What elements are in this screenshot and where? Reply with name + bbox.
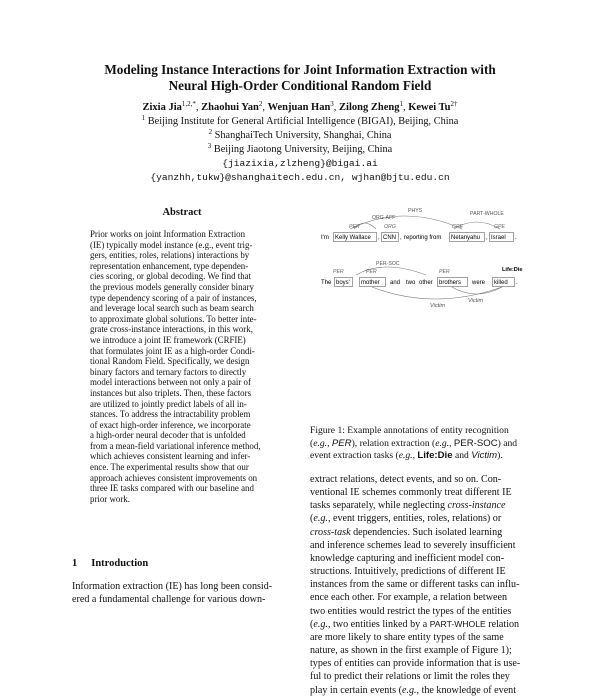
caption-code-per-soc: PER-SOC: [453, 437, 498, 449]
period: .: [515, 235, 517, 241]
sentence-2-word: other: [419, 280, 433, 286]
caption-text: ,: [327, 437, 332, 449]
body-line: [310, 512, 536, 525]
event-type-life-die: Life:Die: [502, 267, 523, 273]
period: .: [516, 280, 518, 286]
caption-text: ).: [497, 450, 503, 462]
section-title: Introduction: [91, 558, 149, 569]
body-italic: cross-task: [310, 526, 351, 538]
affiliation-2: [40, 129, 560, 143]
entity-type-per: PER: [333, 269, 344, 275]
abstract-line: (IE) typically model instance (e.g., event trig-: [90, 239, 253, 250]
abstract-line: type dependency scoring of a pair of instances,: [90, 292, 257, 303]
email-line-1: {jiazixia,zlzheng}@bigai.ai: [222, 158, 378, 169]
abstract-line: gers, entities, roles, relations) interactions by: [90, 250, 250, 261]
body-line: [310, 618, 536, 631]
body-line: ence each other. For example, a relation between: [310, 592, 508, 604]
body-line: nature, as shown in the first example of Figure 1);: [310, 645, 512, 657]
abstract-line: Prior works on joint Information Extraction: [90, 229, 246, 239]
comma: ,: [400, 235, 402, 241]
sentence-2-word: were: [472, 280, 486, 286]
abstract-line: three IE tasks compared with our baseline and: [90, 483, 254, 494]
email-line-2: {yanzhh,tukw}@shanghaitech.edu.cn, wjhan@bjtu.edu.cn: [150, 172, 450, 183]
figure-1-caption: [310, 425, 534, 463]
body-text: (: [310, 618, 314, 630]
affiliation-num: 3: [207, 142, 212, 150]
author-sup: 2: [258, 100, 263, 108]
abstract-line: the previous models generally consider binary: [90, 281, 254, 292]
arc-phys: [350, 216, 462, 229]
label-victim: Victim: [468, 298, 484, 304]
figure-1-annotations: [304, 203, 544, 315]
abstract-body: [90, 229, 276, 504]
abstract-line: prior work.: [90, 493, 130, 504]
affiliation-text: ShanghaiTech University, Shanghai, China: [214, 130, 392, 141]
entity-type-per: PER: [366, 269, 377, 275]
abstract-line: which achieves consistent learning and infer-: [90, 451, 251, 462]
section-heading: [72, 558, 162, 569]
caption-line: [310, 438, 534, 451]
body-text: , two entities linked by a: [327, 618, 430, 630]
abstract-line: from a mean-field variational inference method,: [90, 440, 261, 451]
section-number: 1: [72, 558, 78, 569]
entity-type-per: PER: [439, 269, 450, 275]
abstract-heading: Abstract: [162, 207, 202, 218]
label-part-whole: PART-WHOLE: [470, 211, 504, 217]
body-line: structions. Intuitively, predictions of different IE: [310, 566, 506, 578]
body-italic: e.g.: [313, 618, 328, 630]
affiliation-3: [40, 143, 560, 157]
entity-mother: mother: [361, 280, 380, 286]
title-line-1: Modeling Instance Interactions for Joint Information Extraction with: [104, 62, 496, 77]
body-line: types of entities can provide information that is use-: [310, 658, 521, 670]
abstract-line: representation enhancement, type dependen-: [90, 260, 249, 271]
abstract-line: model interactions between not only a pair of: [90, 377, 251, 388]
abstract-line: tional Random Field. Specifically, we design: [90, 356, 250, 367]
sentence-2-word: two: [406, 280, 416, 286]
author-name: Zilong Zheng: [339, 102, 400, 113]
comma: ,: [486, 235, 488, 241]
caption-code-victim: Victim: [471, 450, 498, 462]
intro-line: Information extraction (IE) has long been consid-: [72, 581, 273, 592]
abstract-line: are utilized to jointly predict labels of all in-: [90, 398, 247, 409]
body-code-part-whole: PART-WHOLE: [429, 618, 486, 629]
caption-line: [310, 450, 534, 463]
label-victim: Victim: [430, 303, 446, 309]
entity-kelly-wallace: Kelly Wallace: [335, 235, 371, 241]
abstract-line: ence. The experimental results show that our: [90, 462, 249, 473]
caption-text: (: [310, 437, 314, 449]
entity-brothers: brothers: [439, 280, 462, 286]
affiliation-num: 2: [208, 128, 213, 136]
author-sup: 2†: [450, 100, 458, 108]
intro-body: [72, 580, 298, 606]
author-name: Zhaohui Yan: [201, 102, 259, 113]
label-per-soc: PER-SOC: [376, 261, 400, 267]
caption-text: ), relation extraction (: [351, 437, 436, 449]
body-text: play in certain events (: [310, 684, 402, 696]
caption-text: event extraction tasks (: [310, 450, 399, 462]
body-line: extract relations, detect events, and so on. Con-: [310, 474, 502, 485]
author-sup: 3: [330, 100, 334, 108]
entity-cnn: CNN: [383, 235, 396, 241]
entity-netanyahu: Netanyahu: [451, 235, 481, 241]
body-line: [310, 526, 536, 539]
entity-type-gpe: GPE: [452, 224, 463, 230]
author-list: Zixia Jia$^{1,2,*}$, Zhaohui Yan$^2$, Wenjuan Han$^3$, Zilong Zheng$^1$, Kewei $Tu^{2\dagger}$: [142, 100, 458, 113]
sentence-1-word: I'm: [321, 235, 329, 241]
body-italic: e.g.: [401, 684, 417, 696]
body-text: , event triggers, entities, roles, relations) or: [327, 513, 502, 525]
caption-text: and: [452, 450, 472, 462]
sentence-2-word: The: [321, 280, 332, 286]
affiliation-1: [40, 115, 560, 129]
abstract-line: of exact high-order inference, we incorporate: [90, 419, 251, 430]
sentence-2-word: and: [390, 280, 401, 286]
abstract-line: a high-order neural decoder that is unfolded: [90, 430, 246, 441]
comma: ,: [378, 235, 380, 241]
caption-eg: e.g.: [398, 450, 413, 462]
abstract-line: to approximate global solutions. To better inte-: [90, 313, 257, 324]
title-line-2: Neural High-Order Conditional Random Field: [168, 78, 432, 93]
body-text: tasks separately, while neglecting: [310, 500, 448, 512]
affiliation-num: 1: [141, 114, 146, 122]
abstract-line: stances. To address the intractability problem: [90, 409, 251, 420]
author-sup: 1: [399, 100, 403, 108]
body-line: knowledge capturing and inefficient model con-: [310, 552, 505, 564]
affiliation-text: Beijing Jiaotong University, Beijing, China: [213, 144, 393, 155]
caption-line: Figure 1: Example annotations of entity recognition: [310, 425, 509, 436]
abstract-line: that formulates joint IE as a high-order Condi-: [90, 345, 255, 356]
caption-text: ) and: [497, 437, 518, 449]
right-column-body: [310, 473, 536, 697]
trigger-killed: killed: [494, 280, 508, 286]
author-name: Zixia Jia: [142, 102, 182, 113]
abstract-line: instances but also triplets. Then, these factors: [90, 387, 252, 398]
arc-victim-2: [452, 287, 502, 294]
body-line: [310, 499, 536, 512]
body-line: instances from the same or different tasks can influ-: [310, 579, 520, 591]
entity-boys: boys': [336, 280, 350, 286]
body-text: , the knowledge of event: [416, 684, 517, 696]
body-text: dependencies. Such isolated learning: [350, 526, 503, 538]
caption-code-life-die: Life:Die: [417, 450, 453, 462]
abstract-line: binary factors and ternary factors to directly: [90, 366, 247, 377]
body-italic: e.g.: [313, 513, 328, 525]
body-line: ventional IE schemes commonly treat different IE: [310, 487, 512, 499]
paper-title: [40, 62, 560, 94]
abstract-line: and leverage local search such as beam search: [90, 303, 254, 314]
label-org-aff: ORG-AFF: [372, 215, 396, 221]
affiliation-text: Beijing Institute for General Artificial Intelligence (BIGAI), Beijing, China: [147, 116, 459, 127]
body-line: ful to predict their relations or limit the roles they: [310, 671, 510, 683]
entity-type-per: PER: [349, 224, 360, 230]
body-line: and inference schemes lead to severely insufficient: [310, 539, 516, 551]
author-block: [40, 101, 560, 185]
abstract-line: cies scoring, or global decoding. We find that: [90, 271, 252, 282]
abstract-line: approach achieves consistent improvements on: [90, 472, 258, 483]
caption-text: ,: [412, 450, 418, 462]
body-text: relation: [485, 618, 520, 630]
caption-code-per: PER: [331, 437, 352, 449]
author-name: Kewei Tu: [408, 102, 451, 113]
caption-text: ,: [449, 437, 454, 449]
body-text: (: [310, 513, 314, 525]
caption-eg: e.g.: [313, 437, 328, 449]
caption-eg: e.g.: [435, 437, 450, 449]
abstract-line: we introduce a joint IE framework (CRFIE): [90, 334, 246, 345]
body-line: two entities would restrict the types of the entities: [310, 605, 512, 617]
label-phys: PHYS: [408, 208, 423, 214]
entity-israel: Israel: [491, 235, 506, 241]
entity-type-gpe: GPE: [494, 224, 505, 230]
abstract-line: grate cross-instance interactions, in this work,: [90, 324, 253, 335]
intro-line: ered a fundamental challenge for various down-: [72, 594, 266, 605]
author-sup: 1,2,*: [181, 100, 196, 108]
sentence-1-word: reporting from: [404, 235, 442, 241]
body-italic: cross-instance: [447, 500, 506, 512]
author-name: Wenjuan Han: [267, 102, 331, 113]
entity-type-org: ORG: [384, 224, 396, 230]
body-line: are more likely to share entity types of the same: [310, 631, 504, 643]
body-line: [310, 684, 536, 697]
